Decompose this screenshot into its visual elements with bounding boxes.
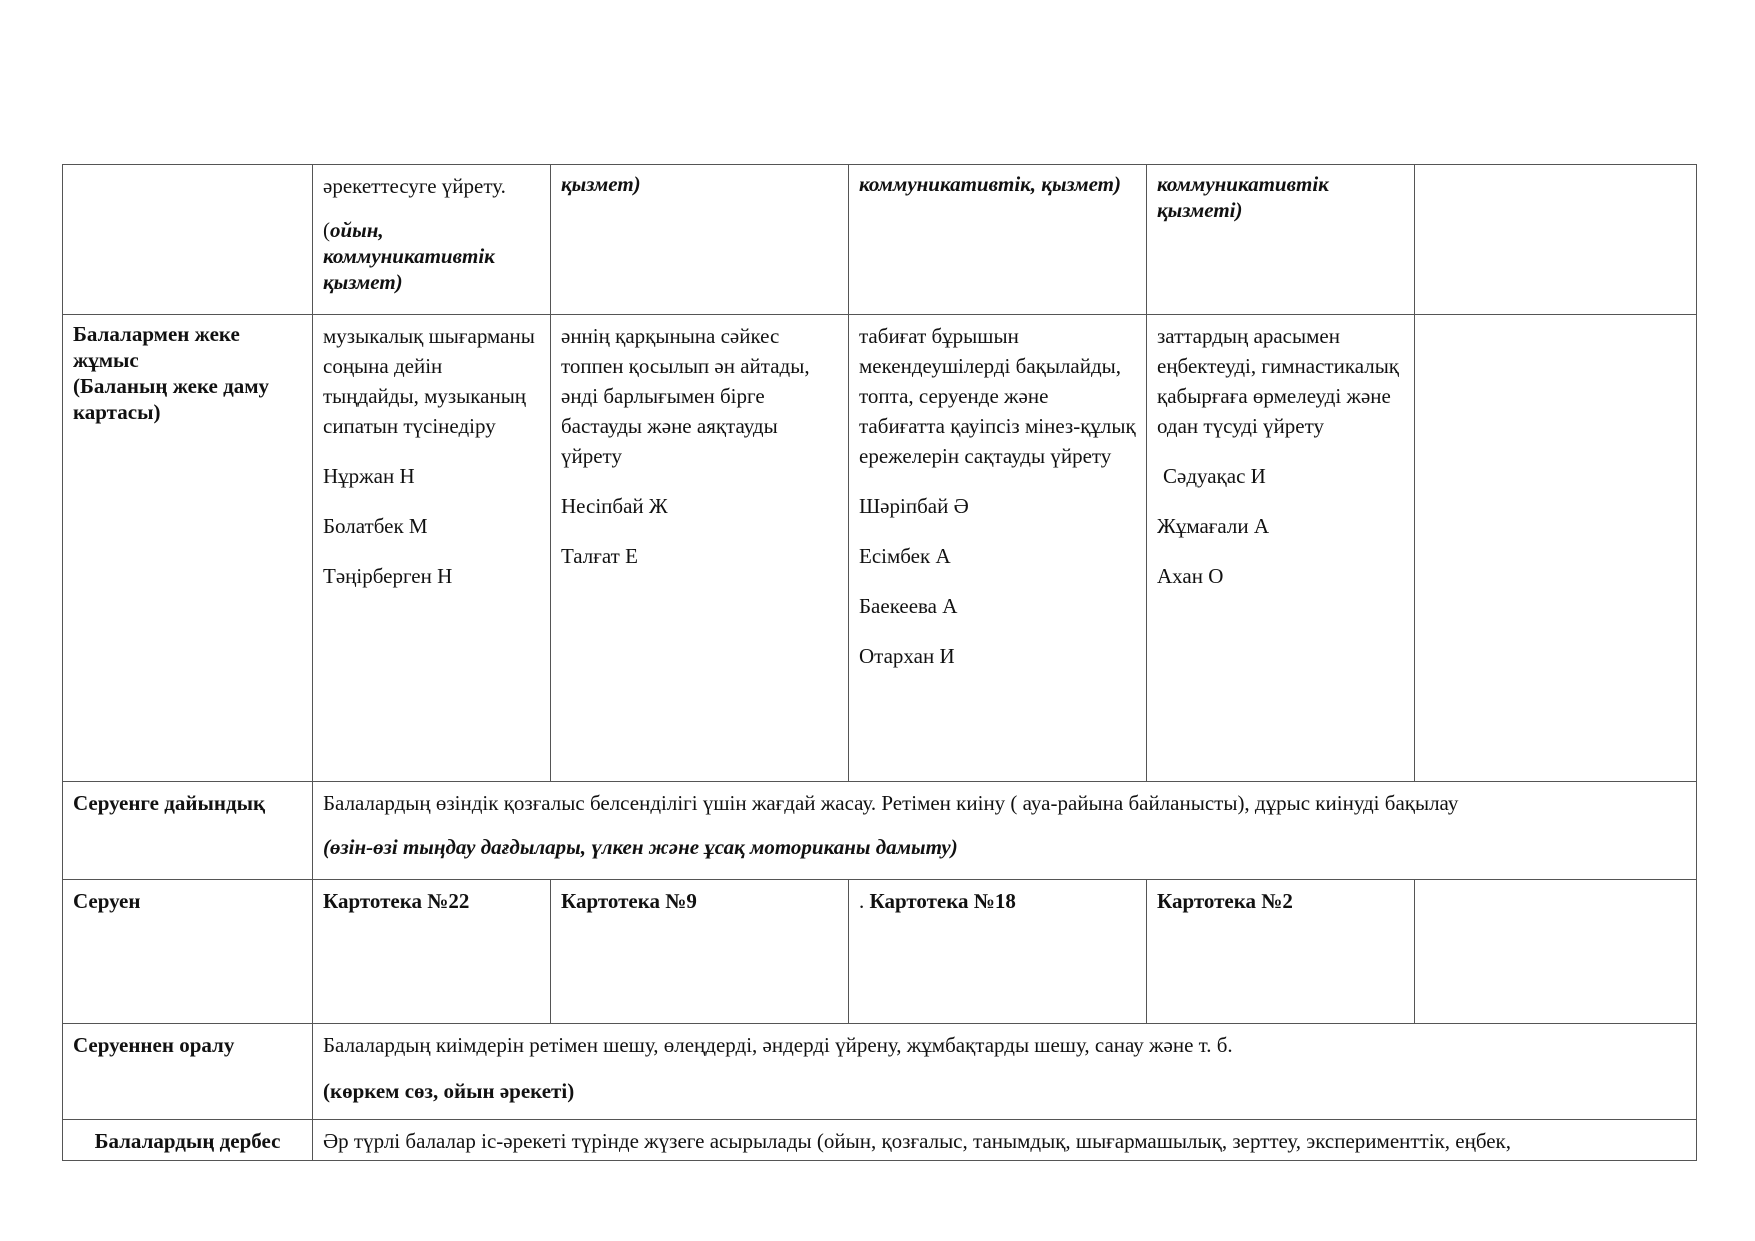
child-name: Болатбек М	[323, 514, 428, 538]
individual-development-card-label: (Баланың жеке даму картасы)	[73, 374, 270, 424]
individual-thu-cell	[1147, 315, 1415, 782]
return-note: (көркем сөз, ойын әрекеті)	[323, 1079, 575, 1103]
individual-mon-names	[323, 461, 540, 591]
walk-row	[63, 880, 1697, 1024]
continuation-tue-note: қызмет)	[561, 172, 641, 196]
individual-work-label-cell	[63, 315, 313, 782]
child-name: Сәдуақас И	[1163, 464, 1266, 488]
individual-thu-text: заттардың арасымен еңбектеуді, гимнастикалық қабырғаға өрмелеуді және одан түсуді үйрету	[1157, 324, 1400, 438]
walk-prep-note: (өзін-өзі тыңдау дағдылары, үлкен және ұсақ моториканы дамыту)	[323, 835, 958, 859]
walk-prep-content-cell	[313, 782, 1697, 880]
child-name: Талғат Е	[561, 544, 638, 568]
individual-mon-text: музыкалық шығарманы соңына дейін тыңдайды, музыканың сипатын түсінедіру	[323, 324, 535, 438]
child-name: Есімбек А	[859, 544, 951, 568]
walk-prep-label-cell	[63, 782, 313, 880]
child-name: Жұмағали А	[1157, 514, 1270, 538]
child-name: Ахан О	[1157, 564, 1224, 588]
continuation-wed-note: коммуникативтік, қызмет)	[859, 172, 1121, 196]
individual-wed-text: табиғат бұрышын мекендеушілерді бақылайды, топта, серуенде және табиғатта қауіпсіз мінез-құлық ережелерін сақтауды үйрету	[859, 324, 1136, 468]
return-text: Балалардың киімдерін ретімен шешу, өлеңдерді, әндерді үйрену, жұмбақтарды шешу, санау және т. б.	[323, 1033, 1233, 1057]
independent-content-cell	[313, 1120, 1697, 1161]
return-label-cell	[63, 1024, 313, 1120]
walk-prep-text: Балалардың өзіндік қозғалыс белсенділігі үшін жағдай жасау. Ретімен киіну ( ауа-райына байланысты), дұрыс киінуді бақылау	[323, 791, 1459, 815]
child-name: Тәңірберген Н	[323, 564, 453, 588]
continuation-mon-text: әрекеттесуге үйрету.	[323, 174, 506, 198]
return-content-cell	[313, 1024, 1697, 1120]
walk-wed-card-line	[859, 886, 1136, 916]
walk-prep-row	[63, 782, 1697, 880]
individual-thu-names-rest	[1157, 511, 1404, 591]
note-open-paren: (	[323, 218, 330, 242]
continuation-mon-cell	[313, 165, 551, 315]
walk-tue-card: Картотека №9	[561, 889, 697, 913]
walk-tue-cell	[551, 880, 849, 1024]
return-label: Серуеннен оралу	[73, 1033, 235, 1057]
walk-mon-cell	[313, 880, 551, 1024]
walk-prep-label: Серуенге дайындық	[73, 791, 266, 815]
child-name: Нұржан Н	[323, 464, 415, 488]
walk-label-cell	[63, 880, 313, 1024]
continuation-thu-cell	[1147, 165, 1415, 315]
child-name: Несіпбай Ж	[561, 494, 668, 518]
independent-label-cell	[63, 1120, 313, 1161]
walk-mon-card: Картотека №22	[323, 889, 470, 913]
independent-activity-row	[63, 1120, 1697, 1161]
continuation-tue-cell	[551, 165, 849, 315]
walk-fri-cell	[1415, 880, 1697, 1024]
return-row	[63, 1024, 1697, 1120]
continuation-mon-note	[323, 217, 540, 295]
walk-label: Серуен	[73, 889, 141, 913]
individual-work-row	[63, 315, 1697, 782]
individual-wed-names	[859, 491, 1136, 671]
individual-work-label: Балалармен жеке жұмыс	[73, 322, 240, 372]
continuation-wed-cell	[849, 165, 1147, 315]
child-name: Баекеева А	[859, 594, 958, 618]
continuation-label-cell	[63, 165, 313, 315]
individual-mon-cell	[313, 315, 551, 782]
individual-fri-cell	[1415, 315, 1697, 782]
individual-thu-names	[1157, 461, 1404, 491]
continuation-fri-cell	[1415, 165, 1697, 315]
independent-label: Балалардың дербес	[94, 1129, 281, 1153]
walk-wed-cell	[849, 880, 1147, 1024]
walk-wed-prefix: .	[859, 889, 870, 913]
individual-tue-text: әннің қарқынына сәйкес топпен қосылып ән айтады, әнді барлығымен бірге бастауды және аяқтауды үйрету	[561, 324, 810, 468]
continuation-mon-note-text: ойын, коммуникативтік қызмет)	[323, 218, 495, 294]
walk-wed-card: Картотека №18	[869, 889, 1016, 913]
child-name: Шәріпбай Ә	[859, 494, 969, 518]
continuation-thu-note: коммуникативтік қызметі)	[1157, 172, 1329, 222]
independent-text: Әр түрлі балалар іс-әрекеті түрінде жүзеге асырылады (ойын, қозғалыс, танымдық, шығармашылық, зерттеу, эксперименттік, еңбек,	[323, 1129, 1512, 1153]
child-name: Отархан И	[859, 644, 955, 668]
individual-tue-cell	[551, 315, 849, 782]
continuation-row	[63, 165, 1697, 315]
walk-thu-card: Картотека №2	[1157, 889, 1293, 913]
individual-tue-names	[561, 491, 838, 571]
individual-wed-cell	[849, 315, 1147, 782]
walk-thu-cell	[1147, 880, 1415, 1024]
daily-plan-table	[62, 164, 1697, 1161]
